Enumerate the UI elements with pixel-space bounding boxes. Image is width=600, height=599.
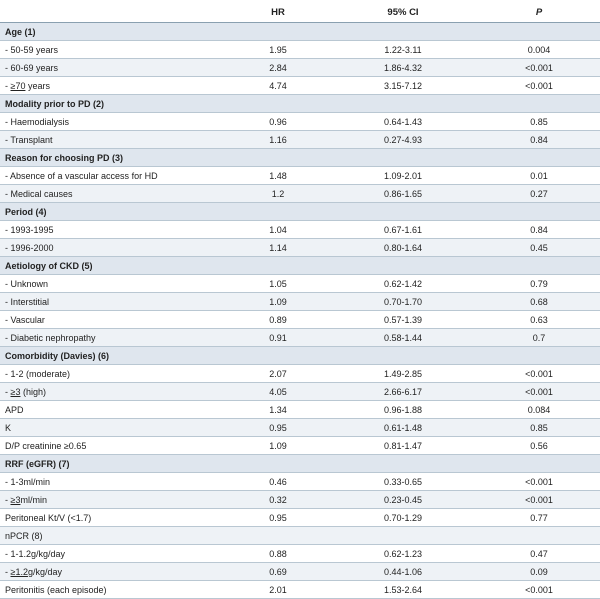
row-label: - 60-69 years xyxy=(0,59,228,77)
row-label-prefix: - xyxy=(5,386,11,397)
group-label: Modality prior to PD (2) xyxy=(0,95,600,113)
p-value: 0.79 xyxy=(478,275,600,293)
table-row xyxy=(0,437,600,455)
row-label: K xyxy=(0,419,228,437)
group-header-row xyxy=(0,347,600,365)
ci-value: 0.64-1.43 xyxy=(328,113,478,131)
row-label-threshold: ≥3 xyxy=(10,494,21,505)
group-label: Age (1) xyxy=(0,23,600,41)
table-row xyxy=(0,77,600,95)
ci-value: 1.49-2.85 xyxy=(328,365,478,383)
p-value: <0.001 xyxy=(478,383,600,401)
hr-value: 0.96 xyxy=(228,113,328,131)
hr-value: 0.89 xyxy=(228,311,328,329)
table-row xyxy=(0,329,600,347)
hr-value: 4.05 xyxy=(228,383,328,401)
hr-value: 0.69 xyxy=(228,563,328,581)
table-row xyxy=(0,167,600,185)
p-value: 0.004 xyxy=(478,41,600,59)
row-label: Peritoneal Kt/V (<1.7) xyxy=(0,509,228,527)
hr-value: 0.32 xyxy=(228,491,328,509)
table-row xyxy=(0,221,600,239)
group-header-row xyxy=(0,203,600,221)
table-row xyxy=(0,527,600,545)
p-value: 0.68 xyxy=(478,293,600,311)
row-label: - 1-3ml/min xyxy=(0,473,228,491)
row-label: - 50-59 years xyxy=(0,41,228,59)
ci-value: 0.70-1.70 xyxy=(328,293,478,311)
table-row xyxy=(0,185,600,203)
table-row xyxy=(0,401,600,419)
p-value: <0.001 xyxy=(478,59,600,77)
row-label: - Haemodialysis xyxy=(0,113,228,131)
hr-value: 1.48 xyxy=(228,167,328,185)
row-label: - 1996-2000 xyxy=(0,239,228,257)
ci-value: 3.15-7.12 xyxy=(328,77,478,95)
ci-value: 0.80-1.64 xyxy=(328,239,478,257)
table-row xyxy=(0,491,600,509)
group-label: Period (4) xyxy=(0,203,600,221)
p-value: <0.001 xyxy=(478,77,600,95)
row-label: - 1993-1995 xyxy=(0,221,228,239)
row-label xyxy=(0,77,228,95)
ci-value: 1.22-3.11 xyxy=(328,41,478,59)
hr-value: 1.95 xyxy=(228,41,328,59)
table-row xyxy=(0,113,600,131)
ci-value: 0.23-0.45 xyxy=(328,491,478,509)
ci-value: 0.62-1.42 xyxy=(328,275,478,293)
hr-value: 4.74 xyxy=(228,77,328,95)
p-value: 0.85 xyxy=(478,113,600,131)
row-label-suffix: g/kg/day xyxy=(27,566,62,577)
p-value: 0.63 xyxy=(478,311,600,329)
table-row xyxy=(0,419,600,437)
row-label xyxy=(0,491,228,509)
hr-value: 2.07 xyxy=(228,365,328,383)
row-label-prefix: - xyxy=(5,494,11,505)
hr-value: 2.84 xyxy=(228,59,328,77)
table-row xyxy=(0,545,600,563)
row-label: - Transplant xyxy=(0,131,228,149)
table-row xyxy=(0,383,600,401)
p-value: <0.001 xyxy=(478,473,600,491)
hr-value: 0.91 xyxy=(228,329,328,347)
ci-value: 0.58-1.44 xyxy=(328,329,478,347)
ci-value: 0.67-1.61 xyxy=(328,221,478,239)
hr-value: 1.09 xyxy=(228,293,328,311)
hr-value: 0.46 xyxy=(228,473,328,491)
p-value: 0.01 xyxy=(478,167,600,185)
header-hr: HR xyxy=(228,2,328,23)
table-row xyxy=(0,581,600,599)
row-label: - 1-2 (moderate) xyxy=(0,365,228,383)
hr-value: 1.2 xyxy=(228,185,328,203)
ci-value: 0.81-1.47 xyxy=(328,437,478,455)
p-value: 0.77 xyxy=(478,509,600,527)
row-label xyxy=(0,563,228,581)
row-label-threshold: ≥70 xyxy=(10,80,26,91)
p-value: 0.56 xyxy=(478,437,600,455)
p-value: 0.45 xyxy=(478,239,600,257)
table-body xyxy=(0,23,600,599)
header-p: P xyxy=(478,2,600,23)
header-label xyxy=(0,2,228,23)
row-label: - Absence of a vascular access for HD xyxy=(0,167,228,185)
hr-value: 1.14 xyxy=(228,239,328,257)
group-label: Comorbidity (Davies) (6) xyxy=(0,347,600,365)
row-label: - Interstitial xyxy=(0,293,228,311)
table-row xyxy=(0,131,600,149)
table-row xyxy=(0,41,600,59)
row-label-suffix: years xyxy=(25,80,50,91)
ci-value: 0.57-1.39 xyxy=(328,311,478,329)
row-label: D/P creatinine ≥0.65 xyxy=(0,437,228,455)
table-header xyxy=(0,2,600,23)
p-value: <0.001 xyxy=(478,365,600,383)
group-header-row xyxy=(0,257,600,275)
ci-value: 0.86-1.65 xyxy=(328,185,478,203)
row-label: nPCR (8) xyxy=(0,527,228,545)
ci-value: 0.62-1.23 xyxy=(328,545,478,563)
p-value: 0.27 xyxy=(478,185,600,203)
ci-value: 0.27-4.93 xyxy=(328,131,478,149)
p-value: 0.09 xyxy=(478,563,600,581)
row-label-threshold: ≥3 xyxy=(10,386,21,397)
p-value: <0.001 xyxy=(478,491,600,509)
group-label: RRF (eGFR) (7) xyxy=(0,455,600,473)
hazard-ratio-table xyxy=(0,2,600,599)
table-row xyxy=(0,275,600,293)
group-header-row xyxy=(0,23,600,41)
ci-value: 0.61-1.48 xyxy=(328,419,478,437)
group-header-row xyxy=(0,95,600,113)
row-label-suffix: ml/min xyxy=(20,494,47,505)
hr-value: 1.16 xyxy=(228,131,328,149)
row-label-prefix: - xyxy=(5,80,11,91)
row-label: - Vascular xyxy=(0,311,228,329)
row-label: - Unknown xyxy=(0,275,228,293)
hr-value: 0.95 xyxy=(228,419,328,437)
ci-value: 0.70-1.29 xyxy=(328,509,478,527)
ci-value: 1.09-2.01 xyxy=(328,167,478,185)
row-label-prefix: - xyxy=(5,566,11,577)
group-label: Reason for choosing PD (3) xyxy=(0,149,600,167)
hr-value xyxy=(228,527,328,545)
row-label: - 1-1.2g/kg/day xyxy=(0,545,228,563)
p-value: <0.001 xyxy=(478,581,600,599)
header-ci: 95% CI xyxy=(328,2,478,23)
ci-value: 1.53-2.64 xyxy=(328,581,478,599)
p-value: 0.85 xyxy=(478,419,600,437)
hr-value: 2.01 xyxy=(228,581,328,599)
table-row xyxy=(0,563,600,581)
hr-value: 0.95 xyxy=(228,509,328,527)
ci-value xyxy=(328,527,478,545)
hr-value: 0.88 xyxy=(228,545,328,563)
ci-value: 0.96-1.88 xyxy=(328,401,478,419)
table-row xyxy=(0,59,600,77)
hr-value: 1.04 xyxy=(228,221,328,239)
hr-value: 1.09 xyxy=(228,437,328,455)
row-label xyxy=(0,383,228,401)
p-value xyxy=(478,527,600,545)
p-value: 0.084 xyxy=(478,401,600,419)
ci-value: 0.44-1.06 xyxy=(328,563,478,581)
table-row xyxy=(0,509,600,527)
group-header-row xyxy=(0,455,600,473)
hr-value: 1.05 xyxy=(228,275,328,293)
row-label: - Medical causes xyxy=(0,185,228,203)
row-label: - Diabetic nephropathy xyxy=(0,329,228,347)
table-row xyxy=(0,239,600,257)
row-label-threshold: ≥1.2 xyxy=(10,566,28,577)
table-row xyxy=(0,311,600,329)
table-row xyxy=(0,293,600,311)
p-value: 0.47 xyxy=(478,545,600,563)
ci-value: 0.33-0.65 xyxy=(328,473,478,491)
p-value: 0.84 xyxy=(478,131,600,149)
ci-value: 1.86-4.32 xyxy=(328,59,478,77)
group-label: Aetiology of CKD (5) xyxy=(0,257,600,275)
p-value: 0.84 xyxy=(478,221,600,239)
group-header-row xyxy=(0,149,600,167)
p-value: 0.7 xyxy=(478,329,600,347)
hr-value: 1.34 xyxy=(228,401,328,419)
table-row xyxy=(0,365,600,383)
row-label: Peritonitis (each episode) xyxy=(0,581,228,599)
table-row xyxy=(0,473,600,491)
ci-value: 2.66-6.17 xyxy=(328,383,478,401)
row-label-suffix: (high) xyxy=(20,386,46,397)
row-label: APD xyxy=(0,401,228,419)
